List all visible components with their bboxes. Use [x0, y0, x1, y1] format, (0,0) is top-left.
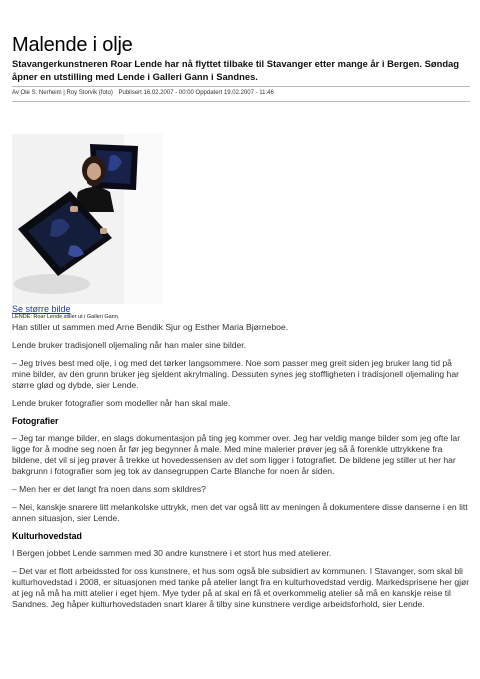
paragraph: – Det var et flott arbeidssted for oss kunstnere, et hus som også ble subsidiert av kommunen. I Stavanger, som skal bli kulturhovedstad i 2008, er situasjonen med tanke på atelier langt fra en kulturhovedstad verdig. Markedsprisene her gjør at jeg nå må ha mitt atelier i eget hjem. Mye tyder på at skal en få et overkommelig atelier så må en kanskje reise til Sandnes. Jeg håper kulturhovedstaden snart klarer å tilby sine kunstnere verdige arbeidsforhold, sier Lende.: [12, 566, 470, 609]
article-photo[interactable]: [12, 134, 163, 304]
paragraph: Han stiller ut sammen med Arne Bendik Sjur og Esther Maria Bjørneboe.: [12, 322, 289, 332]
byline: [12, 90, 470, 96]
photo-caption: LENDE: Roar Lende stiller ut i Galleri Gann.: [12, 314, 120, 320]
paragraph: – Men her er det langt fra noen dans som skildres?: [12, 484, 206, 494]
paragraph: Lende bruker fotografier som modeller når han skal male.: [12, 398, 231, 408]
paragraph: I Bergen jobbet Lende sammen med 30 andre kunstnere i et stort hus med atelierer.: [12, 548, 332, 558]
subheading-kulturhovedstad: Kulturhovedstad: [12, 531, 82, 541]
byline-authors: Av Ole S. Nerheim | Roy Storvik (foto): [12, 90, 113, 96]
byline-dates: Publisert 16.02.2007 - 00:00 Oppdatert 19.02.2007 - 11:46: [118, 90, 274, 96]
paragraph: Lende bruker tradisjonell oljemaling når han maler sine bilder.: [12, 340, 247, 350]
see-larger-image-link[interactable]: Se større bilde: [12, 304, 71, 314]
subheading-fotografier: Fotografier: [12, 416, 59, 426]
article-title: Malende i olje: [12, 34, 133, 56]
article-body: [12, 322, 470, 617]
paragraph: – Nei, kanskje snarere litt melankolske uttrykk, men det var også litt av meningen å dokumentere disse danserne i en litt annen situasjon, sier Lende.: [12, 502, 468, 523]
article-lead: Stavangerkunstneren Roar Lende har nå flyttet tilbake til Stavanger etter mange år i Bergen. Søndag åpner en utstilling med Lende i Galleri Gann i Sandnes.: [12, 58, 459, 82]
byline-bottom-divider: [12, 101, 470, 102]
byline-top-divider: [12, 86, 470, 87]
paragraph: – Jeg trives best med olje, i og med det tørker langsommere. Noe som passer meg greit siden jeg bruker lang tid på mine bilder, av den grunn bruker jeg sjeldent akrylmaling. Dessuten synes jeg stoffligheten i tradisjonell oljemaling har større glød og dybde, sier Lende.: [12, 358, 459, 390]
paragraph: – Jeg tar mange bilder, en slags dokumentasjon på ting jeg kommer over. Jeg har veldig mange bilder som jeg ofte lar ligge for å modne seg noen år før jeg begynner å male. Med mine malerier prøver jeg så å forenkle uttrykkene fra bildene, det vil si jeg prøver å trekke ut hovedessensen av det som ligger i fotografiet. De bildene jeg stiller ut her har bakgrunn i fotografier som jeg tok av dansegruppen Carte Blanche for noen år siden.: [12, 433, 461, 476]
